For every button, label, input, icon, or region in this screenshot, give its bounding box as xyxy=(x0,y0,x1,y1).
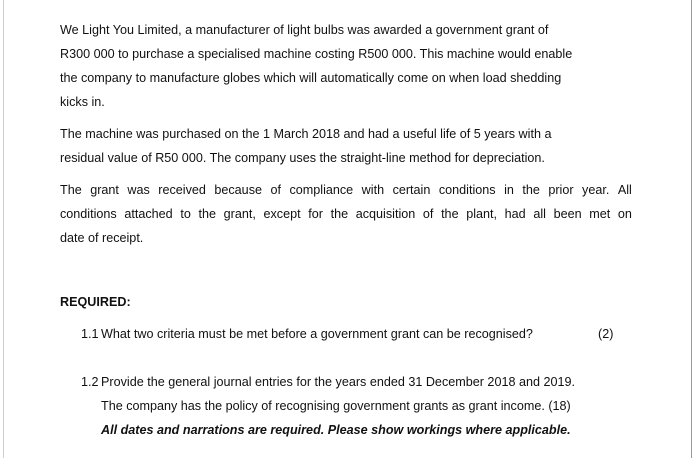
word: met xyxy=(589,207,611,221)
paragraph-3-line-2 xyxy=(60,206,632,222)
paragraph-2-line-2: residual value of R50 000. The company uses the straight-line method for depreciation. xyxy=(60,151,545,165)
required-heading: REQUIRED: xyxy=(60,295,131,309)
word: was xyxy=(127,183,150,197)
word: been xyxy=(553,207,582,221)
word: conditions xyxy=(60,207,117,221)
word: prior xyxy=(548,183,574,197)
word: had xyxy=(504,207,526,221)
question-1-2 xyxy=(81,374,575,390)
question-1-2-policy-text: The company has the policy of recognising government grants as grant income. xyxy=(101,399,545,413)
word: in xyxy=(504,183,514,197)
word: all xyxy=(533,207,546,221)
word: of xyxy=(270,183,281,197)
question-1-1-marks: (2) xyxy=(598,327,614,341)
word: grant, xyxy=(223,207,256,221)
word: because xyxy=(214,183,262,197)
word: plant, xyxy=(466,207,498,221)
word: the xyxy=(441,207,459,221)
paragraph-2-line-1: The machine was purchased on the 1 March 2018 and had a useful life of 5 years with a xyxy=(60,127,552,141)
question-1-2-line-2 xyxy=(101,398,571,414)
word: of xyxy=(422,207,434,221)
question-1-1 xyxy=(81,326,533,342)
word: the xyxy=(198,207,216,221)
word: year. xyxy=(582,183,610,197)
paragraph-1-line-4: kicks in. xyxy=(60,95,105,109)
word: on xyxy=(617,207,632,221)
word: with xyxy=(361,183,385,197)
word: attached xyxy=(124,207,173,221)
word: certain xyxy=(392,183,431,197)
paragraph-1-line-2: R300 000 to purchase a specialised machine costing R500 000. This machine would enable xyxy=(60,47,573,61)
question-number: 1.2 xyxy=(81,375,99,389)
paragraph-3-line-3: date of receipt. xyxy=(60,231,144,245)
paragraph-1-line-1: We Light You Limited, a manufacturer of light bulbs was awarded a government grant of xyxy=(60,23,549,37)
question-number: 1.1 xyxy=(81,327,99,341)
word: except xyxy=(263,207,301,221)
word: grant xyxy=(90,183,119,197)
question-1-2-note: All dates and narrations are required. Please show workings where applicable. xyxy=(101,423,571,437)
word: acquisition xyxy=(355,207,416,221)
question-text: What two criteria must be met before a government grant can be recognised? xyxy=(101,327,533,341)
word: the xyxy=(330,207,349,221)
word: The xyxy=(60,183,82,197)
paragraph-1-line-3: the company to manufacture globes which will automatically come on when load shedding xyxy=(60,71,562,85)
question-text: Provide the general journal entries for the years ended 31 December 2018 and 2019. xyxy=(101,375,575,389)
word: for xyxy=(308,207,323,221)
word: All xyxy=(617,183,632,197)
question-1-2-marks: (18) xyxy=(548,399,571,413)
word: the xyxy=(522,183,540,197)
word: compliance xyxy=(289,183,354,197)
word: conditions xyxy=(438,183,496,197)
word: to xyxy=(180,207,191,221)
paragraph-3-line-1 xyxy=(60,182,632,198)
page-edge-right xyxy=(691,0,692,458)
page-edge-left xyxy=(3,0,4,458)
word: received xyxy=(158,183,206,197)
